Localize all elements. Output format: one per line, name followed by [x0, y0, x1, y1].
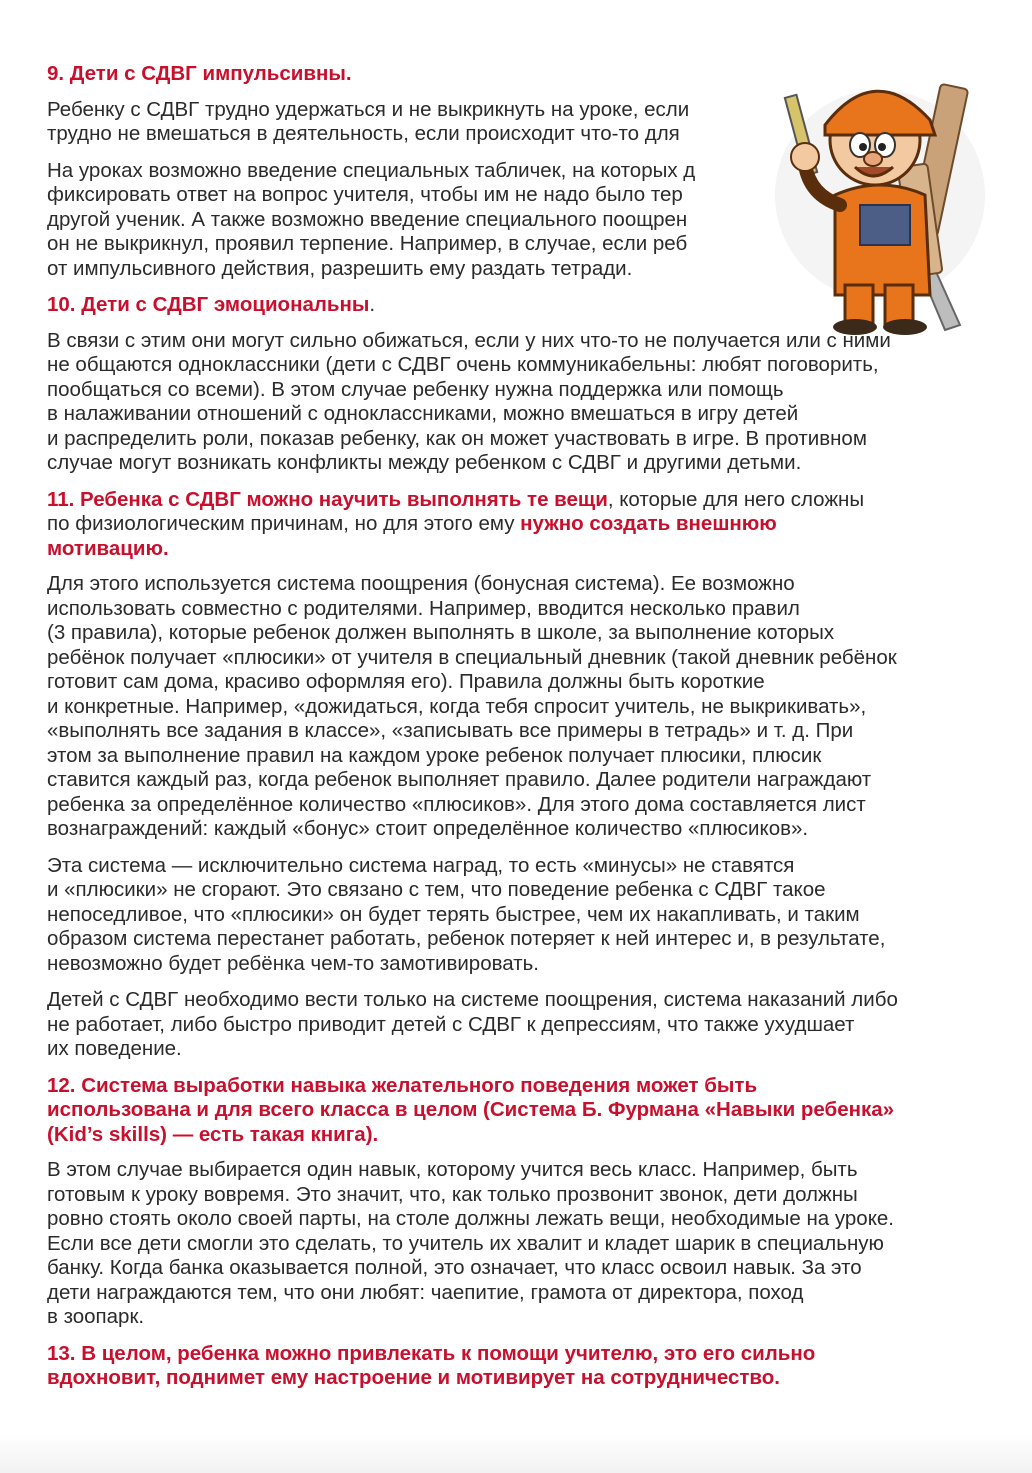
section-9-paragraph-1: Ребенку с СДВГ трудно удержаться и не выкрикнуть на уроке, если трудно не вмешаться в деятельность, если происходит что-то для [47, 97, 690, 145]
section-11-heading: 11. Ребенка с СДВГ можно научить выполнять те вещи, которые для него сложны по физиологическим причинам, но для этого ему нужно создать внешнюю мотивацию. [47, 487, 865, 560]
section-11-paragraph-1: Для этого используется система поощрения (бонусная система). Ее возможно использовать совместно с родителями. Например, вводится несколько правил (3 правила), которые ребенок должен выполнять в школе, за выполнение которых ребёнок получает «плюсики» от учителя в специальный дневник (такой дневник ребёнок готовит сам дома, красиво оформляя его). Правила должны быть короткие и конкретные. Например, «дожидаться, когда тебя спросит учитель, не выкрикивать», «выполнять все задания в классе», «записывать все примеры в тетрадь» и т. д. При этом за выполнение правил на каждом уроке ребенок получает плюсики, плюсик ставится каждый раз, когда ребенок выполняет правило. Далее родители награждают ребенка за определённое количество «плюсиков». Для этого дома составляется лист вознаграждений: каждый «бонус» стоит определённое количество «плюсиков». [47, 572, 897, 840]
section-9-paragraph-2: На уроках возможно введение специальных табличек, на которых д фиксировать ответ на вопрос учителя, чтобы им не надо было тер другой ученик. А также возможно введение специального поощрен он не выкрикнул, проявил терпение. Например, в случае, если реб от импульсивного действия, разрешить ему раздать тетради. [47, 158, 696, 280]
section-12-paragraph-1: В этом случае выбирается один навык, которому учится весь класс. Например, быть готовым к уроку вовремя. Это значит, что, как только прозвонит звонок, дети должны ровно стоять около своей парты, на столе должны лежать вещи, необходимые на уроке. Если все дети смогли это сделать, то учитель их хвалит и кладет шарик в специальную банку. Когда банка оказывается полной, это означает, что класс освоил навык. За это дети награждаются тем, что они любят: чаепитие, грамота от директора, поход в зоопарк. [47, 1158, 894, 1328]
section-9 [47, 62, 737, 293]
section-11-paragraph-2: Эта система — исключительно система наград, то есть «минусы» не ставятся и «плюсики» не сгорают. Это связано с тем, что поведение ребенка с СДВГ такое непоседливое, что «плюсики» он будет терять быстрее, чем их накапливать, и таким образом система перестанет работать, ребенок потеряет к ней интерес и, в результате, невозможно будет ребёнка чем-то замотивировать. [47, 853, 886, 975]
section-10-paragraph-1: В связи с этим они могут сильно обижаться, если у них что-то не получается или с ними не общаются одноклассники (дети с СДВГ очень коммуникабельны: любят поговорить, пообщаться со всеми). В этом случае ребенку нужна поддержка или помощь в налаживании отношений с одноклассниками, можно вмешаться в игру детей и распределить роли, показав ребенку, как он может участвовать в игре. В противном случае могут возникать конфликты между ребенком с СДВГ и другими детьми. [47, 328, 891, 474]
bottom-shadow [0, 1433, 1032, 1473]
document-page [47, 62, 967, 1402]
section-11-paragraph-3: Детей с СДВГ необходимо вести только на системе поощрения, система наказаний либо не работает, либо быстро приводит детей с СДВГ к депрессиям, что также ухудшает их поведение. [47, 988, 898, 1060]
section-12-heading: 12. Система выработки навыка желательного поведения может быть использована и для всего класса в целом (Система Б. Фурмана «Навыки ребенка» (Kid’s skills) — есть такая книга). [47, 1073, 895, 1146]
section-13-heading: 13. В целом, ребенка можно привлекать к помощи учителю, это его сильно вдохновит, поднимет ему настроение и мотивирует на сотрудничество. [47, 1341, 816, 1389]
section-9-heading: 9. Дети с СДВГ импульсивны. [47, 62, 352, 85]
section-10-heading: 10. Дети с СДВГ эмоциональны. [47, 293, 376, 316]
